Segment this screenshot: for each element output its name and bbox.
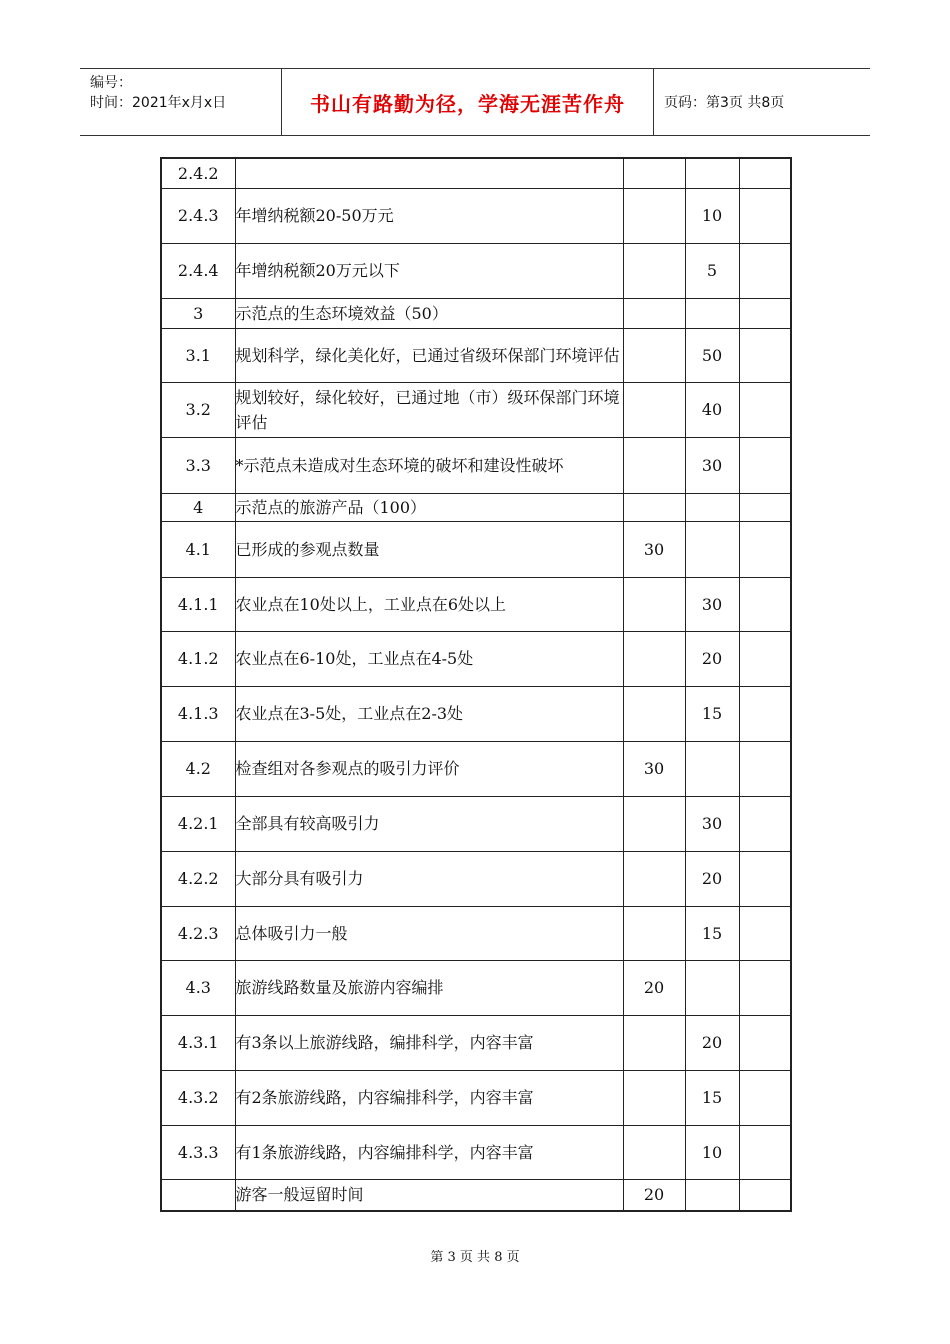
row-number: 4.1 <box>161 521 235 577</box>
row-score-group: 20 <box>623 1179 685 1211</box>
row-blank <box>739 1125 791 1179</box>
row-number: 2.4.2 <box>161 158 235 188</box>
row-score-group <box>623 243 685 298</box>
row-number: 2.4.4 <box>161 243 235 298</box>
row-blank <box>739 493 791 521</box>
row-score-group <box>623 686 685 741</box>
table-row <box>161 851 791 906</box>
row-score <box>685 1179 739 1211</box>
row-score-group <box>623 851 685 906</box>
row-number: 4.2.3 <box>161 906 235 960</box>
table-row <box>161 1179 791 1211</box>
row-item: *示范点未造成对生态环境的破坏和建设性破坏 <box>235 437 623 493</box>
row-score-group <box>623 493 685 521</box>
row-item: 有2条旅游线路，内容编排科学，内容丰富 <box>235 1070 623 1125</box>
table-row <box>161 1125 791 1179</box>
row-item <box>235 158 623 188</box>
row-number: 4.3 <box>161 960 235 1015</box>
row-score-group <box>623 188 685 243</box>
table-row <box>161 741 791 796</box>
time-label: 时间：2021年x月x日 <box>90 95 227 111</box>
table-row <box>161 158 791 188</box>
row-blank <box>739 382 791 437</box>
row-score <box>685 960 739 1015</box>
row-blank <box>739 1015 791 1070</box>
row-score: 10 <box>685 1125 739 1179</box>
row-number: 4.3.1 <box>161 1015 235 1070</box>
row-score-group: 30 <box>623 741 685 796</box>
table-row <box>161 686 791 741</box>
row-score: 5 <box>685 243 739 298</box>
row-blank <box>739 243 791 298</box>
table-row <box>161 521 791 577</box>
row-score: 30 <box>685 577 739 631</box>
row-number: 4.2.1 <box>161 796 235 851</box>
row-score-group <box>623 382 685 437</box>
code-label: 编号： <box>90 75 132 91</box>
row-number: 4.1.2 <box>161 631 235 686</box>
row-blank <box>739 188 791 243</box>
row-score: 20 <box>685 1015 739 1070</box>
row-blank <box>739 686 791 741</box>
row-item: 总体吸引力一般 <box>235 906 623 960</box>
row-score: 30 <box>685 437 739 493</box>
row-blank <box>739 521 791 577</box>
header-meta <box>80 69 282 135</box>
row-score <box>685 158 739 188</box>
row-blank <box>739 328 791 382</box>
page-header <box>80 68 870 136</box>
row-number: 4.1.3 <box>161 686 235 741</box>
row-item: 全部具有较高吸引力 <box>235 796 623 851</box>
header-motto: 书山有路勤为径，学海无涯苦作舟 <box>282 69 654 135</box>
table-row <box>161 493 791 521</box>
row-item: 规划科学，绿化美化好，已通过省级环保部门环境评估 <box>235 328 623 382</box>
row-number: 3.3 <box>161 437 235 493</box>
row-score: 20 <box>685 631 739 686</box>
row-score-group <box>623 158 685 188</box>
table-row <box>161 243 791 298</box>
table-row <box>161 328 791 382</box>
row-number: 3.1 <box>161 328 235 382</box>
row-item: 大部分具有吸引力 <box>235 851 623 906</box>
row-score: 15 <box>685 686 739 741</box>
row-item: 规划较好，绿化较好，已通过地（市）级环保部门环境评估 <box>235 382 623 437</box>
row-blank <box>739 631 791 686</box>
row-score-group <box>623 631 685 686</box>
row-score-group <box>623 1125 685 1179</box>
row-score: 50 <box>685 328 739 382</box>
row-blank <box>739 298 791 328</box>
table-row <box>161 631 791 686</box>
row-number: 4 <box>161 493 235 521</box>
row-item: 农业点在10处以上，工业点在6处以上 <box>235 577 623 631</box>
row-score <box>685 493 739 521</box>
row-item: 示范点的旅游产品（100） <box>235 493 623 521</box>
table-row <box>161 796 791 851</box>
row-number: 4.3.2 <box>161 1070 235 1125</box>
row-number: 4.2.2 <box>161 851 235 906</box>
table-row <box>161 1070 791 1125</box>
row-item: 示范点的生态环境效益（50） <box>235 298 623 328</box>
row-item: 检查组对各参观点的吸引力评价 <box>235 741 623 796</box>
row-score: 30 <box>685 796 739 851</box>
row-score-group <box>623 298 685 328</box>
score-table <box>160 157 792 1212</box>
row-item: 年增纳税额20-50万元 <box>235 188 623 243</box>
row-number: 3 <box>161 298 235 328</box>
table-row <box>161 577 791 631</box>
row-blank <box>739 158 791 188</box>
row-item: 有1条旅游线路，内容编排科学，内容丰富 <box>235 1125 623 1179</box>
table-row <box>161 906 791 960</box>
row-item: 农业点在3-5处，工业点在2-3处 <box>235 686 623 741</box>
table-row <box>161 1015 791 1070</box>
row-blank <box>739 1070 791 1125</box>
row-blank <box>739 796 791 851</box>
row-item: 旅游线路数量及旅游内容编排 <box>235 960 623 1015</box>
row-score <box>685 298 739 328</box>
row-score: 10 <box>685 188 739 243</box>
table-row <box>161 382 791 437</box>
row-item: 游客一般逗留时间 <box>235 1179 623 1211</box>
row-score-group <box>623 1070 685 1125</box>
row-score-group <box>623 437 685 493</box>
row-number: 4.1.1 <box>161 577 235 631</box>
page-footer: 第 3 页 共 8 页 <box>430 1250 520 1265</box>
row-score-group: 30 <box>623 521 685 577</box>
row-score-group: 20 <box>623 960 685 1015</box>
row-number: 4.3.3 <box>161 1125 235 1179</box>
row-number <box>161 1179 235 1211</box>
row-item: 有3条以上旅游线路，编排科学，内容丰富 <box>235 1015 623 1070</box>
row-item: 年增纳税额20万元以下 <box>235 243 623 298</box>
row-score: 15 <box>685 1070 739 1125</box>
row-score-group <box>623 796 685 851</box>
row-score: 20 <box>685 851 739 906</box>
row-item: 农业点在6-10处，工业点在4-5处 <box>235 631 623 686</box>
row-blank <box>739 1179 791 1211</box>
row-score-group <box>623 1015 685 1070</box>
row-number: 3.2 <box>161 382 235 437</box>
row-blank <box>739 960 791 1015</box>
row-score: 15 <box>685 906 739 960</box>
row-score: 40 <box>685 382 739 437</box>
table-row <box>161 298 791 328</box>
table-row <box>161 960 791 1015</box>
row-item: 已形成的参观点数量 <box>235 521 623 577</box>
row-blank <box>739 851 791 906</box>
table-row <box>161 188 791 243</box>
row-score <box>685 521 739 577</box>
row-number: 2.4.3 <box>161 188 235 243</box>
row-blank <box>739 741 791 796</box>
row-blank <box>739 577 791 631</box>
row-score-group <box>623 328 685 382</box>
row-score-group <box>623 577 685 631</box>
table-row <box>161 437 791 493</box>
header-page-info: 页码：第3页 共8页 <box>664 95 785 111</box>
row-score-group <box>623 906 685 960</box>
row-score <box>685 741 739 796</box>
row-blank <box>739 437 791 493</box>
row-blank <box>739 906 791 960</box>
row-number: 4.2 <box>161 741 235 796</box>
